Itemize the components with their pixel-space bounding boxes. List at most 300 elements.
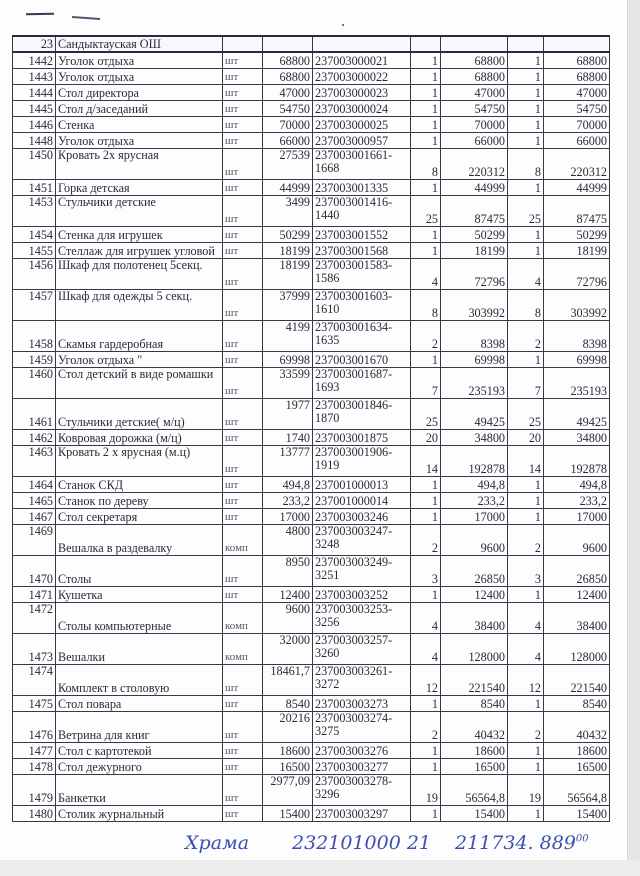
- unit-price: 18461,7: [263, 665, 313, 696]
- table-row: [13, 196, 610, 227]
- sum: 69998: [441, 352, 508, 368]
- inventory-number-part: 237003000025: [315, 118, 389, 132]
- table-row: [13, 69, 610, 85]
- table-row: [13, 696, 610, 712]
- inventory-number: [313, 196, 411, 227]
- table-row: [13, 446, 610, 477]
- sum: 17000: [441, 509, 508, 525]
- inventory-number: [313, 665, 411, 696]
- quantity-actual: 1: [508, 243, 544, 259]
- sum-actual: 69998: [544, 352, 610, 368]
- inventory-number: [313, 399, 411, 430]
- sum: 68800: [441, 69, 508, 85]
- unit: шт: [223, 101, 263, 117]
- table-row: [13, 101, 610, 117]
- inventory-number: [313, 759, 411, 775]
- quantity-actual: 7: [508, 368, 544, 399]
- sum: 15400: [441, 806, 508, 822]
- inventory-number-part: 237003000023: [315, 86, 389, 100]
- item-name: Столик журнальный: [56, 806, 223, 822]
- row-number: 1457: [13, 290, 56, 321]
- quantity: 1: [411, 180, 441, 196]
- unit-price: 18199: [263, 259, 313, 290]
- sum-actual: 56564,8: [544, 775, 610, 806]
- inventory-number-part: 237003003297: [315, 807, 389, 821]
- section-number: 23: [13, 36, 56, 52]
- inventory-number: [313, 743, 411, 759]
- unit: шт: [223, 243, 263, 259]
- row-number: 1443: [13, 69, 56, 85]
- inventory-number: [313, 180, 411, 196]
- table-row: [13, 85, 610, 101]
- section-header-row: [13, 36, 610, 52]
- quantity: 1: [411, 133, 441, 149]
- row-number: 1459: [13, 352, 56, 368]
- unit: шт: [223, 133, 263, 149]
- quantity: 3: [411, 556, 441, 587]
- unit: шт: [223, 509, 263, 525]
- sum: 16500: [441, 759, 508, 775]
- inventory-number: [313, 290, 411, 321]
- table-row: [13, 117, 610, 133]
- quantity: 1: [411, 227, 441, 243]
- unit: шт: [223, 399, 263, 430]
- inventory-number: [313, 525, 411, 556]
- speck: [342, 24, 344, 26]
- inventory-number: [313, 321, 411, 352]
- row-number: 1472: [13, 603, 56, 634]
- table-row: [13, 477, 610, 493]
- row-number: 1454: [13, 227, 56, 243]
- unit: шт: [223, 227, 263, 243]
- sum-actual: 44999: [544, 180, 610, 196]
- unit-price: 27539: [263, 149, 313, 180]
- unit: шт: [223, 180, 263, 196]
- unit-price: 70000: [263, 117, 313, 133]
- sum-actual: 8540: [544, 696, 610, 712]
- unit: шт: [223, 117, 263, 133]
- quantity-actual: 2: [508, 321, 544, 352]
- quantity-actual: 1: [508, 477, 544, 493]
- sum-actual: 47000: [544, 85, 610, 101]
- quantity-actual: 1: [508, 493, 544, 509]
- row-number: 1460: [13, 368, 56, 399]
- inventory-number-part: 3272: [315, 677, 340, 691]
- inventory-number-part: 237003001875: [315, 431, 389, 445]
- row-number: 1474: [13, 665, 56, 696]
- inventory-number-part: 237001000013: [315, 478, 389, 492]
- inventory-number-part: 237003003273: [315, 697, 389, 711]
- inventory-number-part: 237003003246: [315, 510, 389, 524]
- row-number: 1480: [13, 806, 56, 822]
- item-name: Стол секретаря: [56, 509, 223, 525]
- inventory-number: [313, 259, 411, 290]
- quantity: 1: [411, 85, 441, 101]
- row-number: 1477: [13, 743, 56, 759]
- inventory-number-part: 3251: [315, 568, 340, 582]
- item-name: Уголок отдыха: [56, 52, 223, 69]
- quantity: 25: [411, 399, 441, 430]
- unit-price: 54750: [263, 101, 313, 117]
- unit: комп: [223, 603, 263, 634]
- table-row: [13, 634, 610, 665]
- unit: шт: [223, 665, 263, 696]
- inventory-number-part: 237003003257-: [315, 633, 393, 647]
- quantity-actual: 20: [508, 430, 544, 446]
- unit: шт: [223, 775, 263, 806]
- inventory-number-part: 237003003276: [315, 744, 389, 758]
- sum-actual: 18199: [544, 243, 610, 259]
- item-name: Уголок отдыха: [56, 133, 223, 149]
- item-name: Шкаф для полотенец 5секц.: [56, 259, 223, 290]
- item-name: Уголок отдыха ": [56, 352, 223, 368]
- table-row: [13, 603, 610, 634]
- item-name: Вешалка в раздевалку: [56, 525, 223, 556]
- table-row: [13, 759, 610, 775]
- inventory-number-part: 237003000021: [315, 54, 389, 68]
- unit-price: 12400: [263, 587, 313, 603]
- sum: 192878: [441, 446, 508, 477]
- unit-price: 233,2: [263, 493, 313, 509]
- sum-actual: 221540: [544, 665, 610, 696]
- quantity: 8: [411, 290, 441, 321]
- item-name: Банкетки: [56, 775, 223, 806]
- item-name: Станок СКД: [56, 477, 223, 493]
- inventory-number-part: 237003000024: [315, 102, 389, 116]
- row-number: 1471: [13, 587, 56, 603]
- inventory-number-part: 237003001335: [315, 181, 389, 195]
- sum-actual: 17000: [544, 509, 610, 525]
- table-row: [13, 133, 610, 149]
- inventory-number: [313, 352, 411, 368]
- inventory-number-part: 3275: [315, 724, 340, 738]
- table-row: [13, 52, 610, 69]
- sum: 12400: [441, 587, 508, 603]
- unit: шт: [223, 477, 263, 493]
- inventory-number: [313, 101, 411, 117]
- inventory-number: [313, 52, 411, 69]
- item-name: Стол с картотекой: [56, 743, 223, 759]
- table-row: [13, 525, 610, 556]
- unit-price: 68800: [263, 52, 313, 69]
- item-name: Стол д/заседаний: [56, 101, 223, 117]
- quantity: 4: [411, 259, 441, 290]
- handwritten-total: 211734. $889^{00}$: [455, 832, 589, 854]
- inventory-number-part: 237003003277: [315, 760, 389, 774]
- inventory-number-part: 1440: [315, 208, 340, 222]
- inventory-number-part: 237003001634-: [315, 320, 393, 334]
- quantity-actual: 1: [508, 69, 544, 85]
- quantity: 1: [411, 696, 441, 712]
- sum-actual: 18600: [544, 743, 610, 759]
- unit-price: 18199: [263, 243, 313, 259]
- item-name: Стол повара: [56, 696, 223, 712]
- quantity: 1: [411, 477, 441, 493]
- quantity-actual: 1: [508, 352, 544, 368]
- unit: шт: [223, 743, 263, 759]
- inventory-number-part: 3296: [315, 787, 340, 801]
- table-row: [13, 587, 610, 603]
- inventory-number-part: 237003001687-: [315, 367, 393, 381]
- quantity: 1: [411, 352, 441, 368]
- row-number: 1463: [13, 446, 56, 477]
- inventory-number: [313, 430, 411, 446]
- item-name: Стеллаж для игрушек угловой: [56, 243, 223, 259]
- inventory-number-part: 1635: [315, 333, 340, 347]
- item-name: Стенка: [56, 117, 223, 133]
- quantity: 1: [411, 806, 441, 822]
- quantity-actual: 14: [508, 446, 544, 477]
- inventory-number-part: 237003001846-: [315, 398, 393, 412]
- table-row: [13, 243, 610, 259]
- row-number: 1461: [13, 399, 56, 430]
- unit: шт: [223, 806, 263, 822]
- row-number: 1475: [13, 696, 56, 712]
- section-title: Сандыктауская ОШ: [56, 36, 223, 52]
- item-name: Стенка для игрушек: [56, 227, 223, 243]
- row-number: 1462: [13, 430, 56, 446]
- handwritten-code: 232101000 21: [292, 832, 432, 854]
- quantity-actual: 2: [508, 712, 544, 743]
- sum-actual: 16500: [544, 759, 610, 775]
- sum-actual: 192878: [544, 446, 610, 477]
- unit-price: 69998: [263, 352, 313, 368]
- unit-price: 8540: [263, 696, 313, 712]
- table-row: [13, 321, 610, 352]
- inventory-number-part: 237003000022: [315, 70, 389, 84]
- sum: 44999: [441, 180, 508, 196]
- table-row: [13, 775, 610, 806]
- sum-actual: 220312: [544, 149, 610, 180]
- item-name: Уголок отдыха: [56, 69, 223, 85]
- unit-price: 15400: [263, 806, 313, 822]
- sum-actual: 34800: [544, 430, 610, 446]
- quantity-actual: 25: [508, 196, 544, 227]
- row-number: 1465: [13, 493, 56, 509]
- inventory-number: [313, 603, 411, 634]
- item-name: Горка детская: [56, 180, 223, 196]
- quantity: 1: [411, 101, 441, 117]
- quantity: 20: [411, 430, 441, 446]
- row-number: 1451: [13, 180, 56, 196]
- quantity: 2: [411, 321, 441, 352]
- row-number: 1453: [13, 196, 56, 227]
- unit-price: 47000: [263, 85, 313, 101]
- inventory-number: [313, 69, 411, 85]
- item-name: Стол детский в виде ромашки: [56, 368, 223, 399]
- table-row: [13, 259, 610, 290]
- row-number: 1467: [13, 509, 56, 525]
- inventory-number: [313, 227, 411, 243]
- sum: 68800: [441, 52, 508, 69]
- sum-actual: 70000: [544, 117, 610, 133]
- inventory-number-part: 237003003252: [315, 588, 389, 602]
- sum-actual: 128000: [544, 634, 610, 665]
- row-number: 1479: [13, 775, 56, 806]
- quantity-actual: 4: [508, 634, 544, 665]
- sum: 26850: [441, 556, 508, 587]
- quantity-actual: 1: [508, 101, 544, 117]
- item-name: Столы компьютерные: [56, 603, 223, 634]
- sum-actual: 26850: [544, 556, 610, 587]
- sum: 40432: [441, 712, 508, 743]
- unit: шт: [223, 712, 263, 743]
- sum-actual: 494,8: [544, 477, 610, 493]
- row-number: 1446: [13, 117, 56, 133]
- unit: шт: [223, 556, 263, 587]
- unit: шт: [223, 368, 263, 399]
- sum-actual: 87475: [544, 196, 610, 227]
- table-row: [13, 227, 610, 243]
- quantity: 2: [411, 525, 441, 556]
- sum-actual: 8398: [544, 321, 610, 352]
- sum: 233,2: [441, 493, 508, 509]
- quantity-actual: 12: [508, 665, 544, 696]
- quantity: 25: [411, 196, 441, 227]
- table-row: [13, 180, 610, 196]
- unit: шт: [223, 446, 263, 477]
- sum: 38400: [441, 603, 508, 634]
- quantity: 1: [411, 509, 441, 525]
- unit-price: 18600: [263, 743, 313, 759]
- inventory-number-part: 237003003274-: [315, 711, 393, 725]
- inventory-number-part: 237003001670: [315, 353, 389, 367]
- sum: 303992: [441, 290, 508, 321]
- sum: 18600: [441, 743, 508, 759]
- row-number: 1445: [13, 101, 56, 117]
- table-row: [13, 509, 610, 525]
- row-number: 1458: [13, 321, 56, 352]
- row-number: 1478: [13, 759, 56, 775]
- sum-actual: 66000: [544, 133, 610, 149]
- unit-price: 68800: [263, 69, 313, 85]
- inventory-number: [313, 806, 411, 822]
- unit: шт: [223, 696, 263, 712]
- unit: шт: [223, 85, 263, 101]
- sum: 47000: [441, 85, 508, 101]
- sum-actual: 233,2: [544, 493, 610, 509]
- table-row: [13, 665, 610, 696]
- sum: 18199: [441, 243, 508, 259]
- inventory-number-part: 237003001568: [315, 244, 389, 258]
- inventory-number-part: 237003001906-: [315, 445, 393, 459]
- quantity: 1: [411, 743, 441, 759]
- unit: шт: [223, 321, 263, 352]
- table-row: [13, 806, 610, 822]
- quantity: 2: [411, 712, 441, 743]
- unit-price: 20216: [263, 712, 313, 743]
- quantity-actual: 1: [508, 587, 544, 603]
- unit-price: 2977,09: [263, 775, 313, 806]
- sum: 128000: [441, 634, 508, 665]
- quantity: 12: [411, 665, 441, 696]
- item-name: Столы: [56, 556, 223, 587]
- row-number: 1470: [13, 556, 56, 587]
- quantity-actual: 8: [508, 149, 544, 180]
- table-row: [13, 290, 610, 321]
- item-name: Ветрина для книг: [56, 712, 223, 743]
- inventory-number: [313, 493, 411, 509]
- scrollbar[interactable]: [627, 0, 640, 876]
- unit: шт: [223, 69, 263, 85]
- item-name: Стол дежурного: [56, 759, 223, 775]
- unit: шт: [223, 587, 263, 603]
- quantity-actual: 19: [508, 775, 544, 806]
- quantity: 1: [411, 243, 441, 259]
- quantity-actual: 1: [508, 180, 544, 196]
- table-row: [13, 368, 610, 399]
- unit-price: 1740: [263, 430, 313, 446]
- inventory-number-part: 3260: [315, 646, 340, 660]
- inventory-number-part: 1586: [315, 271, 340, 285]
- unit-price: 3499: [263, 196, 313, 227]
- sum-actual: 68800: [544, 52, 610, 69]
- sum: 87475: [441, 196, 508, 227]
- inventory-number: [313, 368, 411, 399]
- sum-actual: 50299: [544, 227, 610, 243]
- item-name: Вешалки: [56, 634, 223, 665]
- inventory-number: [313, 509, 411, 525]
- unit: шт: [223, 149, 263, 180]
- unit-price: 17000: [263, 509, 313, 525]
- quantity-actual: 1: [508, 227, 544, 243]
- inventory-number: [313, 133, 411, 149]
- unit: шт: [223, 52, 263, 69]
- row-number: 1444: [13, 85, 56, 101]
- inventory-number-part: 3256: [315, 615, 340, 629]
- unit-price: 4199: [263, 321, 313, 352]
- quantity: 14: [411, 446, 441, 477]
- sum-actual: 15400: [544, 806, 610, 822]
- quantity: 7: [411, 368, 441, 399]
- unit-price: 66000: [263, 133, 313, 149]
- unit-price: 1977: [263, 399, 313, 430]
- quantity: 1: [411, 117, 441, 133]
- unit-price: 4800: [263, 525, 313, 556]
- inventory-number: [313, 446, 411, 477]
- quantity-actual: 1: [508, 52, 544, 69]
- inventory-number: [313, 712, 411, 743]
- bottom-margin: [0, 860, 640, 876]
- sum: 9600: [441, 525, 508, 556]
- sum: 70000: [441, 117, 508, 133]
- inventory-number-part: 237003000957: [315, 134, 389, 148]
- sum: 494,8: [441, 477, 508, 493]
- row-number: 1464: [13, 477, 56, 493]
- quantity: 1: [411, 587, 441, 603]
- quantity-actual: 4: [508, 603, 544, 634]
- inventory-number: [313, 243, 411, 259]
- inventory-number-part: 237003003247-: [315, 524, 393, 538]
- row-number: 1456: [13, 259, 56, 290]
- inventory-number: [313, 634, 411, 665]
- unit-price: 50299: [263, 227, 313, 243]
- quantity: 4: [411, 603, 441, 634]
- sum: 8540: [441, 696, 508, 712]
- quantity: 1: [411, 52, 441, 69]
- item-name: Станок по дереву: [56, 493, 223, 509]
- table-row: [13, 352, 610, 368]
- inventory-number-part: 237003001661-: [315, 148, 393, 162]
- sum-actual: 303992: [544, 290, 610, 321]
- item-name: Комплект в столовую: [56, 665, 223, 696]
- table-row: [13, 399, 610, 430]
- quantity-actual: 1: [508, 806, 544, 822]
- handwritten-word: Храма: [185, 832, 250, 854]
- inventory-number: [313, 556, 411, 587]
- quantity: 19: [411, 775, 441, 806]
- inventory-number: [313, 117, 411, 133]
